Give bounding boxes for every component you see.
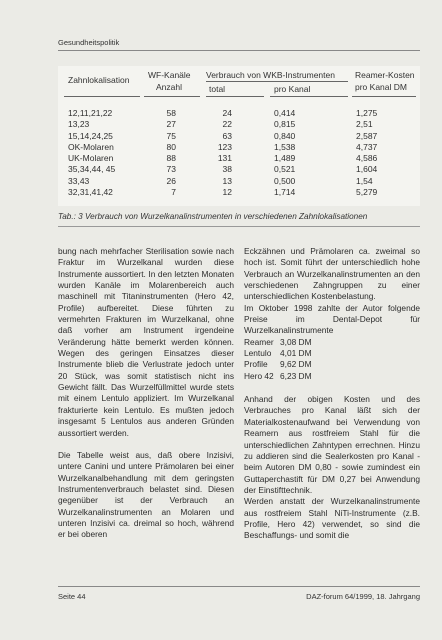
table-cell: 1,538 [274, 141, 296, 152]
table-cell: 58 [166, 108, 176, 118]
price-item [244, 337, 420, 348]
table-cell: UK-Molaren [68, 153, 114, 164]
table-cell: 33,43 [68, 175, 90, 186]
table-cell: 12,11,21,22 [68, 108, 113, 118]
header-rule-5 [352, 96, 416, 97]
table-cell: OK-Molaren [68, 141, 114, 152]
section-title: Gesundheitspolitik [58, 38, 120, 47]
left-text-column [58, 246, 234, 552]
table-cell: 75 [166, 130, 176, 141]
table-caption: Tab.: 3 Verbrauch von Wurzelkanalinstrumenten in verschiedenen Zahnlokalisationen [58, 212, 368, 221]
column-anzahl [158, 108, 176, 198]
table-cell: 0,840 [274, 130, 296, 141]
table-cell: 131 [217, 153, 232, 164]
column-total [212, 108, 232, 198]
price-value: 4,01 DM [280, 348, 312, 359]
paragraph: Im Oktober 1998 zahlte der Autor folgende Preise im Dental-Depot für Wurzelkanalinstrumente [244, 302, 420, 336]
header-verbrauch: Verbrauch von WKB-Instrumenten [206, 70, 335, 80]
data-table [58, 66, 420, 206]
header-rule-4 [270, 96, 348, 97]
table-cell: 12 [222, 187, 232, 198]
table-cell: 1,604 [356, 164, 378, 175]
header-verbrauch-rule [206, 81, 348, 82]
paragraph: Werden anstatt der Wurzelkanalinstrumente aus rostfreiem Stahl NiTi-Instrumente (z.B. Profile, Hero 42) verwendet, so sind die Beschaffungs- und somit die [244, 496, 420, 541]
header-anzahl: Anzahl [156, 82, 182, 92]
table-cell: 38 [222, 164, 232, 175]
table-cell: 13,23 [68, 119, 90, 130]
table-cell: 1,275 [356, 108, 378, 118]
table-cell: 1,489 [274, 153, 296, 164]
table-cell: 2,587 [356, 130, 378, 141]
table-cell: 80 [166, 141, 176, 152]
table-cell: 4,737 [356, 141, 378, 152]
header-total: total [209, 84, 226, 94]
header-wf-kanaele: WF-Kanäle [148, 70, 191, 80]
price-name: Profile [244, 359, 268, 370]
header-zahnlokalisation: Zahnlokalisation [68, 75, 130, 85]
table-cell: 26 [166, 175, 176, 186]
table-cell: 0,500 [274, 175, 296, 186]
price-item [244, 348, 420, 359]
header-reamer-kosten: Reamer-Kosten [355, 70, 415, 80]
table-cell: 2,51 [356, 119, 373, 130]
table-cell: 35,34,44, 45 [68, 164, 116, 175]
table-cell: 27 [166, 119, 176, 130]
price-list [244, 337, 420, 382]
paragraph: bung nach mehrfacher Sterilisation sowie nach Fraktur im Wurzelkanal wurden diese Instrumente aussortiert. In den letzten Monaten wurden Kanäle im Molarenbereich auch maschinell mit Titaninstrumenten (Hero 42, Profile) aufbereitet. Diese führten zu vermehrten Frakturen im Wurzelkanal, ohne daß vorher am Instrument irgendeine Veränderung hätte bemerkt werden können. Wegen des geringen Einsatzes dieser Instrumente blieb die Verlustrate jedoch unter 20 Stück, was somit statistisch nicht ins Gewicht fällt. Das Wurzelfüllmittel wurde stets mit einem Lentulo appliziert. Im Wurzelkanal frakturierte kein Lentulo. Es mußten jedoch insgesamt 5 Lentulos aus anderen Gründen aussortiert werden. [58, 246, 234, 438]
price-value: 6,23 DM [280, 370, 312, 381]
table-cell: 22 [222, 119, 232, 130]
price-name: Hero 42 [244, 370, 274, 381]
header-rule-2 [144, 96, 200, 97]
header-rule-3 [206, 96, 264, 97]
page-number: Seite 44 [58, 592, 86, 601]
table-header [58, 66, 420, 100]
table-cell: 63 [222, 130, 232, 141]
table-cell: 1,714 [274, 187, 296, 198]
caption-divider [58, 226, 420, 227]
price-name: Lentulo [244, 348, 272, 359]
table-cell: 0,521 [274, 164, 296, 175]
footer-divider [58, 586, 420, 587]
table-cell: 88 [166, 153, 176, 164]
header-pro-kanal-dm: pro Kanal DM [355, 82, 407, 92]
table-cell: 32,31,41,42 [68, 187, 113, 198]
column-zahnlokalisation [68, 108, 115, 198]
table-cell: 15,14,24,25 [68, 130, 113, 141]
price-value: 9,62 DM [280, 359, 312, 370]
table-cell: 0,815 [274, 119, 296, 130]
table-cell: 5,279 [356, 187, 378, 198]
table-cell: 1,54 [356, 175, 373, 186]
table-cell: 4,586 [356, 153, 378, 164]
header-divider [58, 50, 420, 51]
price-value: 3,08 DM [280, 336, 312, 347]
table-cell: 123 [217, 141, 232, 152]
right-text-column [244, 246, 420, 542]
column-pro-kanal [274, 108, 295, 198]
table-cell: 0,414 [274, 108, 296, 118]
table-cell: 7 [171, 187, 176, 198]
price-name: Reamer [244, 336, 274, 347]
table-cell: 13 [222, 175, 232, 186]
column-reamer-kosten [356, 108, 377, 198]
table-cell: 24 [222, 108, 232, 118]
price-item [244, 371, 420, 382]
paragraph: Die Tabelle weist aus, daß obere Inzisivi, untere Canini und untere Prämolaren bei einer Wurzelkanalbehandlung mit dem geringsten Instrumentenverbrauch belastet sind. Diesen gegenüber ist der Verbrauch an Wurzelkanalinstrumenten an Molaren und unteren Inzisivi ca. dreimal so hoch, während er bei oberen [58, 449, 234, 540]
journal-info: DAZ-forum 64/1999, 18. Jahrgang [306, 592, 420, 601]
table-cell: 73 [166, 164, 176, 175]
paragraph: Anhand der obigen Kosten und des Verbrauches pro Kanal läßt sich der Materialkostenaufwand bei Verwendung von Reamern aus rostfreiem Stahl für die unterschiedlichen Zahntypen errechnen. Hinzu zu addieren sind die Sealerkosten pro Kanal - beim Autoren DM 0,80 - sowie zumindest ein Guttaperchastift für DM 0,27 bei Anwendung der Einstifttechnik. [244, 394, 420, 495]
header-pro-kanal: pro Kanal [274, 84, 311, 94]
paragraph: Eckzähnen und Prämolaren ca. zweimal so hoch ist. Somit führt der unterschiedlich hohe Verbrauch an Wurzelkanalinstrumenten an den verschiedenen Zahngruppen zu einer unterschiedlichen Kostenbelastung. [244, 246, 420, 302]
header-rule-1 [64, 96, 140, 97]
price-item [244, 359, 420, 370]
